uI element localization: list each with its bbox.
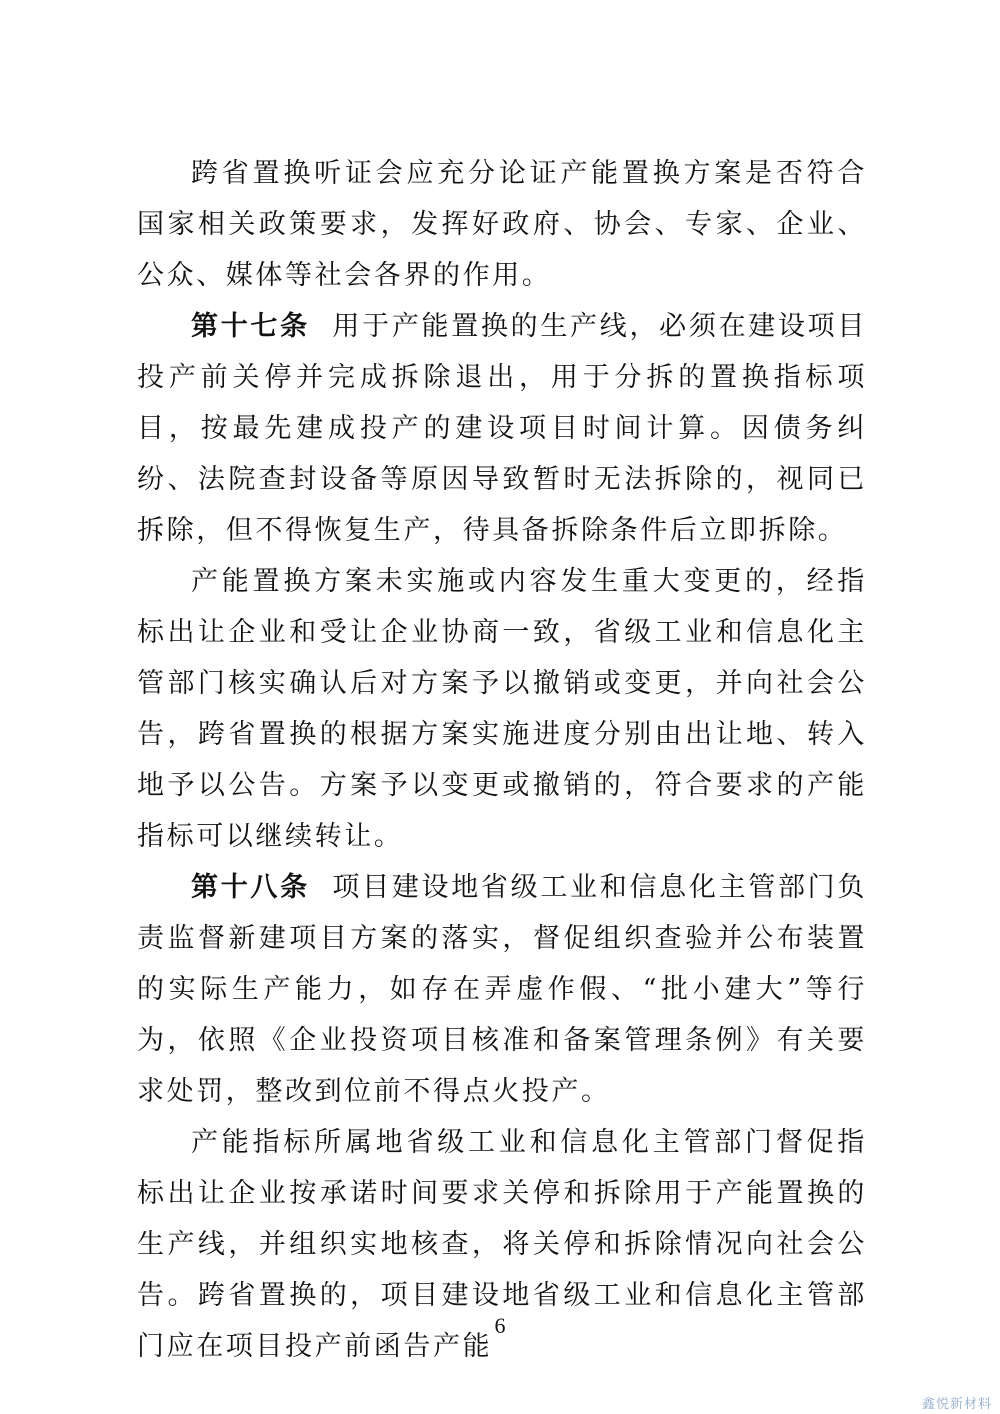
watermark-logo-text: 鑫悦新材料: [921, 1397, 992, 1412]
page-number: 6: [494, 1313, 506, 1338]
paragraph-3: [137, 556, 867, 862]
article-heading-18: 第十八条: [191, 872, 310, 903]
article-heading-17: 第十七条: [191, 311, 310, 342]
paragraph-text: 跨省置换听证会应充分论证产能置换方案是否符合国家相关政策要求，发挥好政府、协会、专家、企业、公众、媒体等社会各界的作用。: [137, 158, 867, 291]
paragraph-text: 产能指标所属地省级工业和信息化主管部门督促指标出让企业按承诺时间要求关停和拆除用于产能置换的生产线，并组织实地核查，将关停和拆除情况向社会公告。跨省置换的，项目建设地省级工业和信息化主管部门应在项目投产前函告产能: [137, 1127, 867, 1362]
paragraph-2: [137, 301, 867, 556]
paragraph-text: 用于产能置换的生产线，必须在建设项目投产前关停并完成拆除退出，用于分拆的置换指标项目，按最先建成投产的建设项目时间计算。因债务纠纷、法院查封设备等原因导致暂时无法拆除的，视同已拆除，但不得恢复生产，待具备拆除条件后立即拆除。: [137, 311, 867, 546]
document-body: [137, 148, 867, 1372]
paragraph-4: [137, 862, 867, 1117]
paragraph-text: 项目建设地省级工业和信息化主管部门负责监督新建项目方案的落实，督促组织查验并公布装置的实际生产能力，如存在弄虚作假、“批小建大”等行为，依照《企业投资项目核准和备案管理条例》有关要求处罚，整改到位前不得点火投产。: [137, 872, 867, 1107]
paragraph-text: 产能置换方案未实施或内容发生重大变更的，经指标出让企业和受让企业协商一致，省级工业和信息化主管部门核实确认后对方案予以撤销或变更，并向社会公告，跨省置换的根据方案实施进度分别由出让地、转入地予以公告。方案予以变更或撤销的，符合要求的产能指标可以继续转让。: [137, 566, 867, 852]
paragraph-1: [137, 148, 867, 301]
